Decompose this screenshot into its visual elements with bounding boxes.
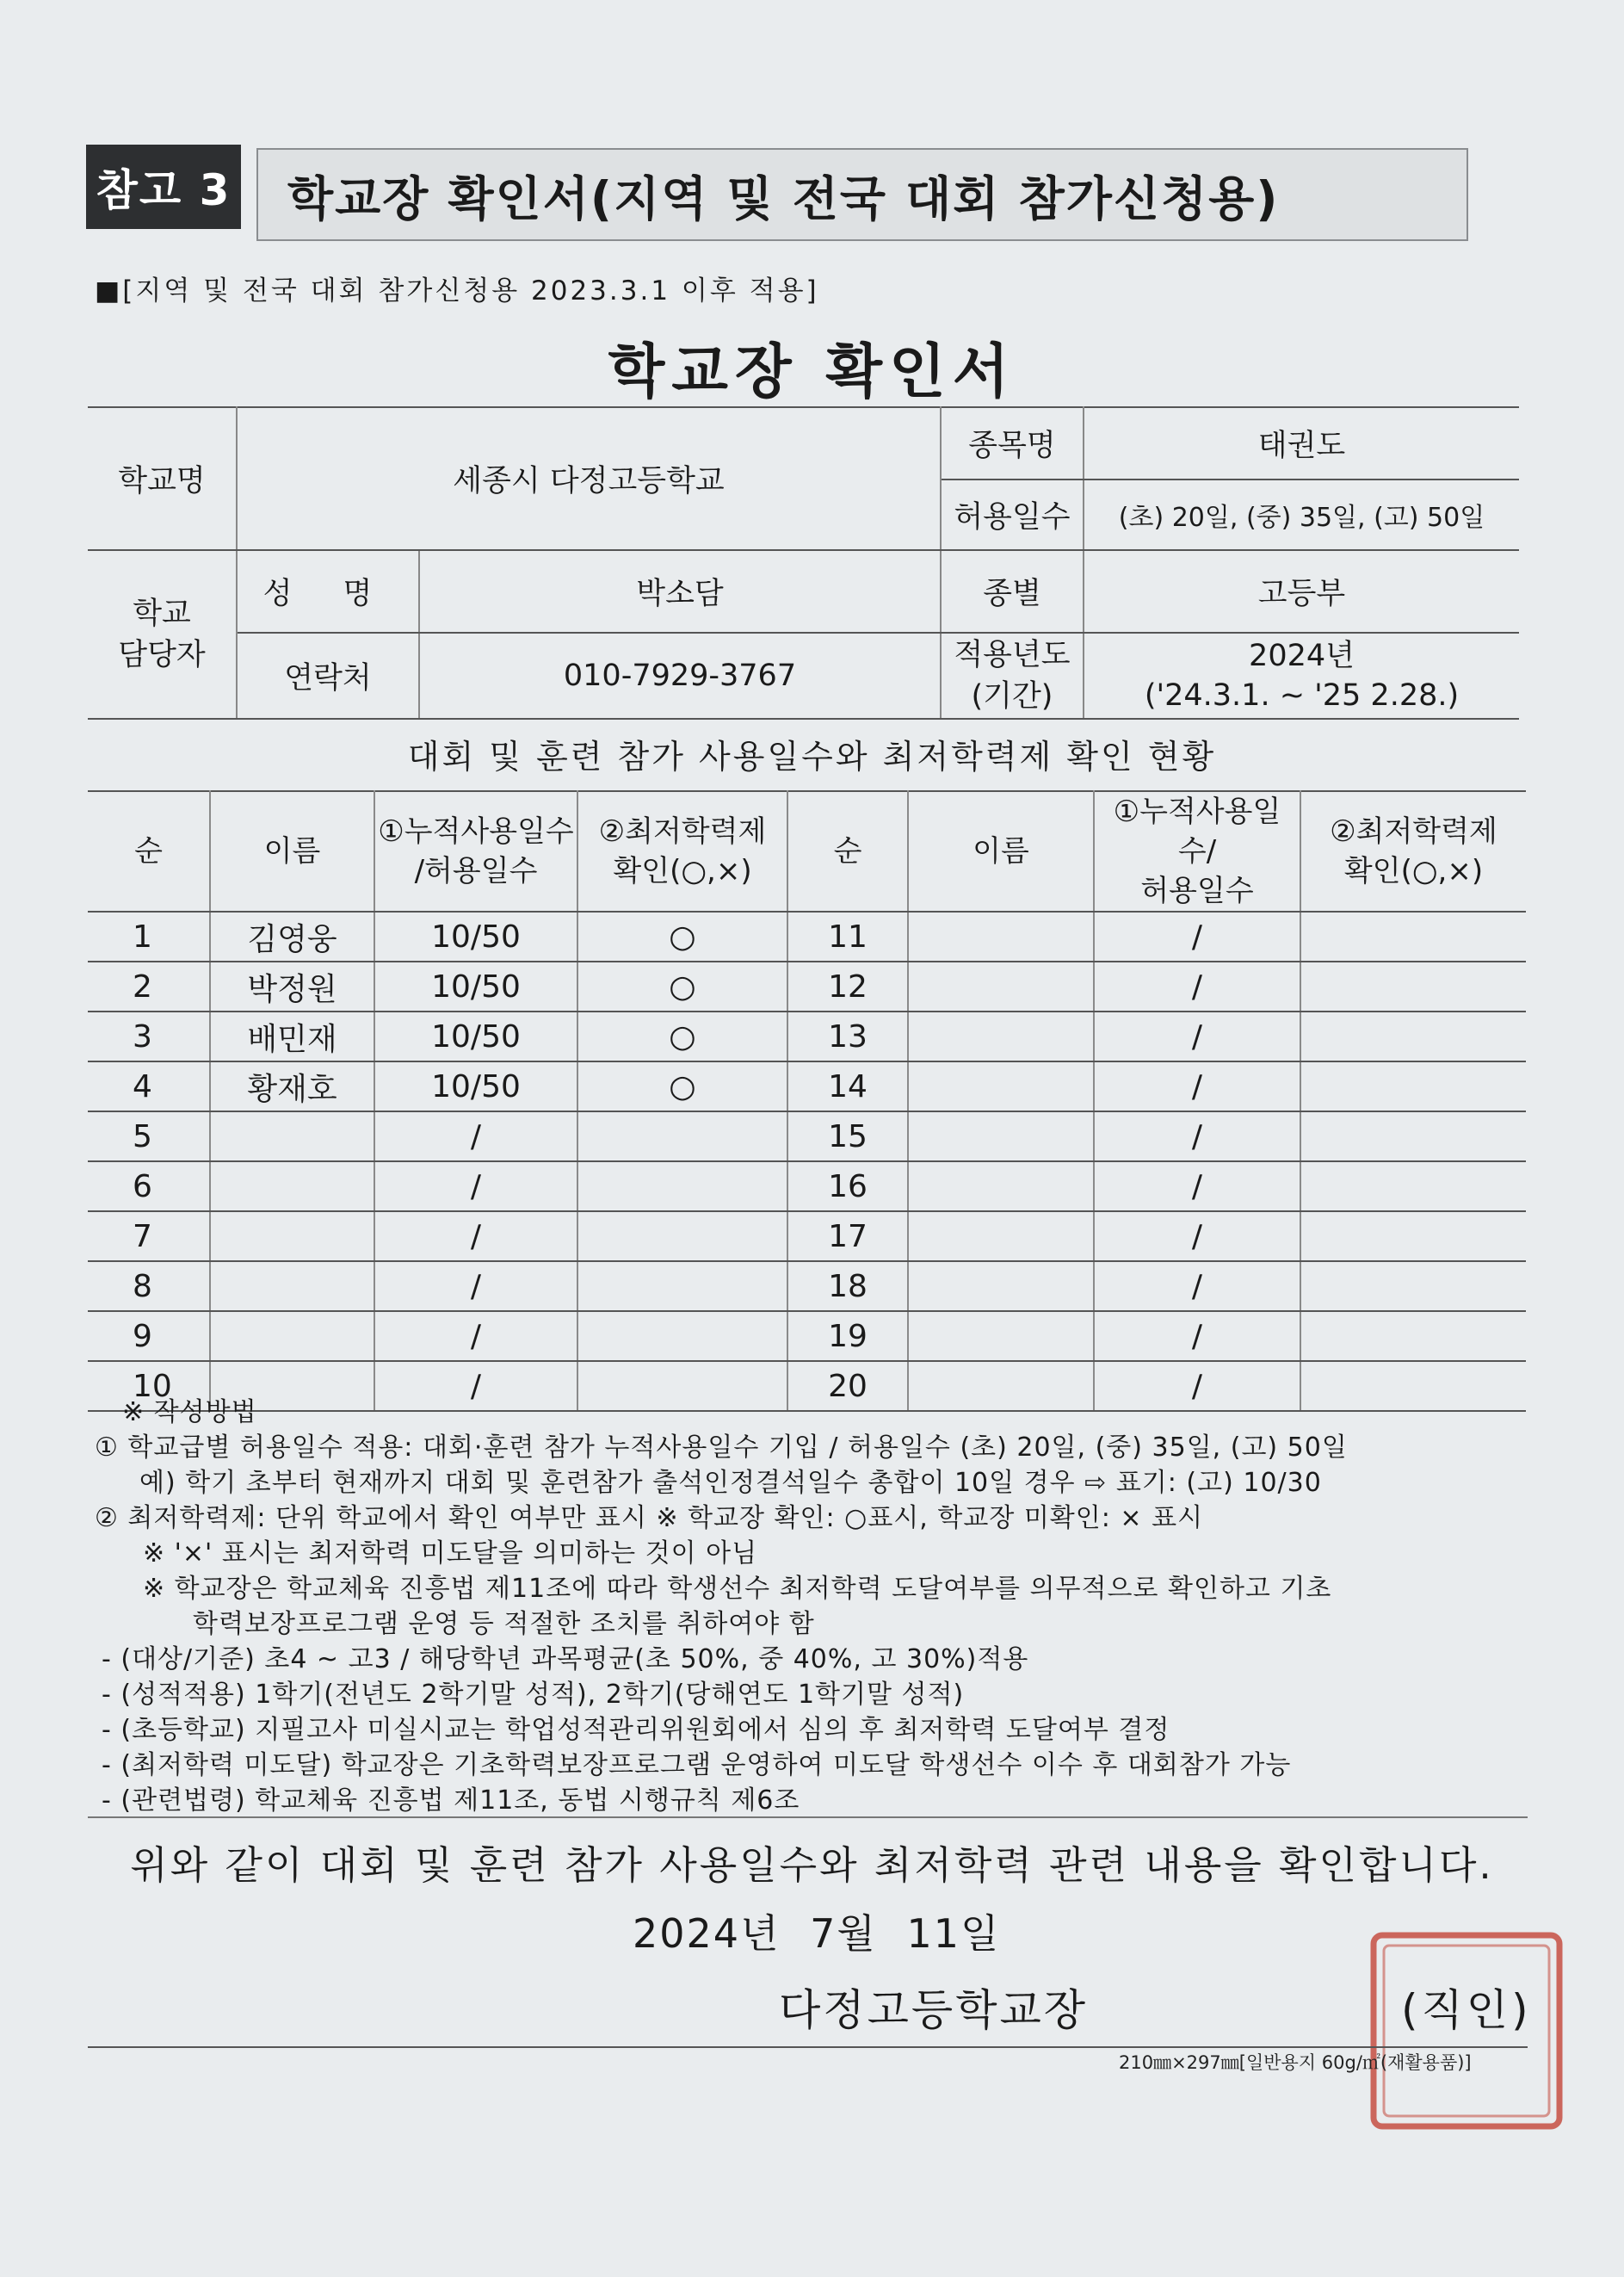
academic-check [577,1111,787,1161]
used-days: / [374,1361,577,1411]
row-number: 16 [787,1161,908,1211]
row-number: 6 [88,1161,210,1211]
used-days: / [1094,1311,1300,1361]
academic-check [1300,1161,1526,1211]
row-number: 11 [787,912,908,962]
academic-check [1300,1012,1526,1061]
table-row [88,1211,1526,1261]
academic-check: ○ [577,912,787,962]
academic-check: ○ [577,1012,787,1061]
used-days: / [1094,1161,1300,1211]
sport-value: 태권도 [1084,407,1519,480]
school-name-value: 세종시 다정고등학교 [237,407,941,550]
athlete-name [210,1161,374,1211]
method-line: - (성적적용) 1학기(전년도 2학기말 성적), 2학기(당해연도 1학기말 성적) [102,1680,965,1710]
athlete-name [908,1311,1094,1361]
academic-check [1300,962,1526,1012]
allowed-days-label: 허용일수 [941,480,1084,550]
row-number: 2 [88,962,210,1012]
used-days: / [374,1161,577,1211]
athlete-name [210,1111,374,1161]
academic-check [1300,1311,1526,1361]
athlete-name [210,1211,374,1261]
athlete-name [908,1012,1094,1061]
table-row [88,962,1526,1012]
sport-label: 종목명 [941,407,1084,480]
year-label: 적용년도 (기간) [941,633,1084,719]
table-row [88,912,1526,962]
academic-check [1300,1211,1526,1261]
header-check: ②최저학력제 확인(○,×) [577,791,787,912]
row-number: 8 [88,1261,210,1311]
status-section-title: 대회 및 훈련 참가 사용일수와 최저학력제 확인 현황 [407,738,1217,776]
used-days: 10/50 [374,1012,577,1061]
row-number: 7 [88,1211,210,1261]
table-row [88,1311,1526,1361]
used-days: 10/50 [374,962,577,1012]
method-line: 학력보장프로그램 운영 등 적절한 조치를 취하여야 함 [193,1609,815,1639]
contact-value: 010-7929-3767 [419,633,941,719]
divider [88,1816,1528,1818]
used-days: / [1094,912,1300,962]
method-line: ① 학교급별 허용일수 적용: 대회·훈련 참가 누적사용일수 기입 / 허용일수 (초) 20일, (중) 35일, (고) 50일 [95,1432,1348,1463]
name-label: 성 명 [237,550,419,633]
academic-check [577,1161,787,1211]
bottom-divider [88,2046,1528,2048]
academic-check: ○ [577,1061,787,1111]
method-line: ② 최저학력제: 단위 학교에서 확인 여부만 표시 ※ 학교장 확인: ○표시, 학교장 미확인: × 표시 [95,1503,1204,1533]
school-info-table [88,406,1519,720]
athlete-name [210,1311,374,1361]
row-number: 17 [787,1211,908,1261]
athlete-name [908,912,1094,962]
participant-table [88,790,1526,1412]
athlete-name [908,1261,1094,1311]
athlete-name: 배민재 [210,1012,374,1061]
academic-check [1300,1261,1526,1311]
used-days: / [1094,1111,1300,1161]
used-days: / [374,1311,577,1361]
athlete-name: 황재호 [210,1061,374,1111]
table-row [88,1111,1526,1161]
header-check-2: ②최저학력제 확인(○,×) [1300,791,1526,912]
year-value: 2024년 [1249,639,1355,673]
used-days: / [374,1211,577,1261]
method-line: ※ '×' 표시는 최저학력 미도달을 의미하는 것이 아님 [143,1538,758,1569]
method-line: 예) 학기 초부터 현재까지 대회 및 훈련참가 출석인정결석일수 총합이 10일 경우 ⇨ 표기: (고) 10/30 [139,1468,1322,1498]
manager-label: 학교 담당자 [88,550,237,719]
row-number: 3 [88,1012,210,1061]
method-line: - (최저학력 미도달) 학교장은 기초학력보장프로그램 운영하여 미도달 학생선수 이수 후 대회참가 가능 [102,1750,1292,1780]
academic-check [577,1261,787,1311]
academic-check [1300,1111,1526,1161]
row-number: 5 [88,1111,210,1161]
paper-spec-note: 210㎜×297㎜[일반용지 60g/㎡(재활용품)] [1119,2052,1472,2073]
row-number: 18 [787,1261,908,1311]
writing-method [95,1395,1523,1818]
used-days: 10/50 [374,1061,577,1111]
contact-label: 연락처 [237,633,419,719]
row-number: 19 [787,1311,908,1361]
allowed-days-value: (초) 20일, (중) 35일, (고) 50일 [1084,480,1519,550]
used-days: / [374,1111,577,1161]
header-name-2: 이름 [908,791,1094,912]
document-date: 2024년 7월 11일 [633,1910,1001,1957]
table-row [88,1161,1526,1211]
header-no-2: 순 [787,791,908,912]
method-line: - (초등학교) 지필고사 미실시교는 학업성적관리위원회에서 심의 후 최저학력 도달여부 결정 [102,1715,1170,1745]
row-number: 10 [88,1361,210,1411]
row-number: 13 [787,1012,908,1061]
document-header-title: 학교장 확인서(지역 및 전국 대회 참가신청용) [256,148,1468,241]
academic-check [1300,912,1526,962]
reference-badge: 참고 3 [86,145,241,229]
academic-check: ○ [577,962,787,1012]
category-value: 고등부 [1084,550,1519,633]
year-cell [1084,633,1519,719]
page-title: 학교장 확인서 [608,338,1016,406]
header-no: 순 [88,791,210,912]
row-number: 12 [787,962,908,1012]
method-line: ※ 학교장은 학교체육 진흥법 제11조에 따라 학생선수 최저학력 도달여부를 의무적으로 확인하고 기초 [143,1574,1332,1604]
athlete-name: 김영웅 [210,912,374,962]
row-number: 20 [787,1361,908,1411]
used-days: / [1094,1012,1300,1061]
row-number: 1 [88,912,210,962]
table-row [88,1261,1526,1311]
used-days: / [374,1261,577,1311]
athlete-name [908,962,1094,1012]
athlete-name: 박정원 [210,962,374,1012]
used-days: / [1094,1261,1300,1311]
name-value: 박소담 [419,550,941,633]
method-line: - (관련법령) 학교체육 진흥법 제11조, 동법 시행규칙 제6조 [102,1785,800,1816]
row-number: 4 [88,1061,210,1111]
method-line: - (대상/기준) 초4 ~ 고3 / 해당학년 과목평균(초 50%, 중 40%, 고 30%)적용 [102,1644,1029,1674]
row-number: 15 [787,1111,908,1161]
used-days: / [1094,1211,1300,1261]
seal-label: (직인) [1401,1985,1532,2035]
table-row [88,1061,1526,1111]
used-days: / [1094,1061,1300,1111]
header-days: ①누적사용일수 /허용일수 [374,791,577,912]
header-days-2: ①누적사용일수/ 허용일수 [1094,791,1300,912]
used-days: 10/50 [374,912,577,962]
athlete-name [908,1061,1094,1111]
academic-check [577,1211,787,1261]
category-label: 종별 [941,550,1084,633]
table-row [88,1012,1526,1061]
academic-check [577,1311,787,1361]
used-days: / [1094,1361,1300,1411]
academic-check [1300,1061,1526,1111]
row-number: 14 [787,1061,908,1111]
row-number: 9 [88,1311,210,1361]
athlete-name [908,1161,1094,1211]
application-notice: ■[지역 및 전국 대회 참가신청용 2023.3.1 이후 적용] [95,275,819,306]
used-days: / [1094,962,1300,1012]
athlete-name [210,1261,374,1311]
method-title: ※ 작성방법 [122,1397,257,1427]
athlete-name [908,1211,1094,1261]
principal-name: 다정고등학교장 [779,1985,1089,2035]
year-period: ('24.3.1. ~ '25 2.28.) [1144,678,1460,713]
confirmation-statement: 위와 같이 대회 및 훈련 참가 사용일수와 최저학력 관련 내용을 확인합니다. [130,1842,1494,1888]
school-name-label: 학교명 [88,407,237,550]
header-name: 이름 [210,791,374,912]
athlete-name [908,1111,1094,1161]
